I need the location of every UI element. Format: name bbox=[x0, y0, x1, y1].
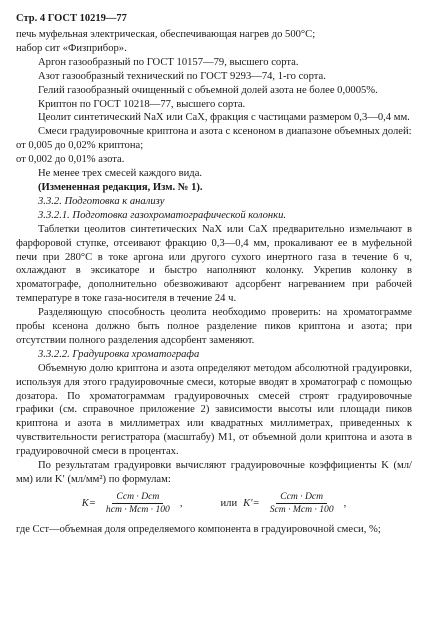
formula-lhs: K= bbox=[81, 497, 96, 509]
text-line: Криптон по ГОСТ 10218—77, высшего сорта. bbox=[38, 98, 246, 110]
fraction bbox=[102, 491, 174, 516]
formula-or: или bbox=[220, 497, 238, 509]
formula-separator: , bbox=[343, 497, 347, 509]
formula-lhs: K′= bbox=[243, 497, 260, 509]
text-line: Смеси градуировочные криптона и азота с ксеноном в диапазоне объемных долей: bbox=[38, 126, 412, 138]
text-line: Цеолит синтетический NaX или CaX, фракция с частицами размером 0,3—0,4 мм. bbox=[38, 112, 410, 124]
section-heading: 3.3.2.2. Градуировка хроматографа bbox=[38, 348, 200, 360]
paragraph: Объемную долю криптона и азота определяют методом абсолютной градуировки, используя для этого градуировочные смеси, которые вводят в хроматограф с помощью дозатора. По хроматограммам градуировочных смесей строят градуировочные графики (см. справочное приложение 2) зависимости высоты или площади пиков криптона и азота в миллиметрах или квадратных миллиметрах, приведенных к чувствительности регистратора (масштабу) M1, от объемной доли криптона и азота в градуировочной смеси в процентах. bbox=[16, 362, 412, 458]
text-line: Азот газообразный технический по ГОСТ 9293—74, 1-го сорта. bbox=[38, 70, 326, 82]
text-line: набор сит «Физприбор». bbox=[16, 42, 127, 54]
where-clause bbox=[16, 523, 412, 537]
section-heading: 3.3.2. Подготовка к анализу bbox=[38, 195, 165, 207]
text-line: от 0,002 до 0,01% азота. bbox=[16, 154, 125, 166]
text-line: Не менее трех смесей каждого вида. bbox=[38, 168, 203, 180]
paragraph: По результатам градуировки вычисляют градуировочные коэффициенты K (мл/мм) или K′ (мл/мм²) по формулам: bbox=[16, 460, 412, 485]
document-page bbox=[16, 12, 412, 537]
fraction-numerator: Cст · Dст bbox=[276, 491, 327, 504]
text-line: Аргон газообразный по ГОСТ 10157—79, высшего сорта. bbox=[38, 56, 299, 68]
text-line: от 0,005 до 0,02% криптона; bbox=[16, 140, 144, 152]
fraction bbox=[266, 491, 338, 516]
section-heading: 3.3.2.1. Подготовка газохроматографической колонки. bbox=[38, 209, 287, 221]
fraction-denominator: Sст · Mст · 100 bbox=[269, 504, 334, 516]
formula-block bbox=[16, 489, 412, 519]
where-text: —объемная доля определяемого компонента в градуировочной смеси, %; bbox=[48, 523, 381, 535]
amendment-note: (Измененная редакция, Изм. № 1). bbox=[38, 181, 203, 193]
text-line: Гелий газообразный очищенный с объемной долей азота не более 0,0005%. bbox=[38, 84, 378, 96]
page-header: Стр. 4 ГОСТ 10219—77 bbox=[16, 13, 127, 24]
fraction-denominator: hст · Mст · 100 bbox=[105, 504, 170, 516]
fraction-numerator: Cст · Dст bbox=[112, 491, 163, 504]
formula-separator: , bbox=[179, 497, 183, 509]
paragraph: Разделяющую способность цеолита необходимо проверить: на хроматограмме пробы ксенона должно быть полное разделение пиков криптона и азота; при отсутствии полного разделения адсорбент заменяют. bbox=[16, 307, 412, 346]
paragraph: Таблетки цеолитов синтетических NaX или CaX предварительно измельчают в фарфоровой ступке, отсеивают фракцию 0,3—0,4 мм, прокаливают ее в муфельной печи при 280°C в токе аргона или другого сухого инертного газа в течение 6 ч, охлаждают в эксикаторе и быстро наполняют колонку. Укрепив колонку в хроматографе, дополнительно обезвоживают адсорбент нагреванием при рабочей температуре в токе газа-носителя в течение 24 ч. bbox=[16, 223, 412, 305]
where-lead: где Cст bbox=[16, 523, 49, 535]
text-line: печь муфельная электрическая, обеспечивающая нагрев до 500°C; bbox=[16, 29, 316, 40]
